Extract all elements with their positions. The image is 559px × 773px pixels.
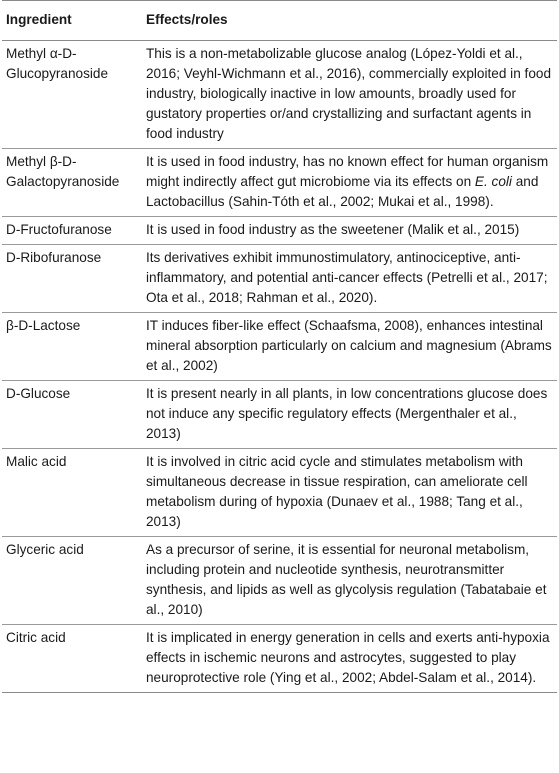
effect-cell: This is a non-metabolizable glucose analog (López-Yoldi et al., 2016; Veyhl-Wichmann et al., 2016), commercially exploited in food industry, biologically inactive in low amounts, broadly used for gustatory properties or/and crystallizing and surfactant agents in food industry: [146, 46, 551, 141]
ingredient-cell: D-Glucose: [6, 386, 71, 401]
effect-text: It is used in food industry, has no known effect for human organism might indirectly affect gut microbiome via its effects on: [146, 154, 549, 189]
effect-cell: Its derivatives exhibit immunostimulatory, antinociceptive, anti-inflammatory, and potential anti-cancer effects (Petrelli et al., 2017; Ota et al., 2018; Rahman et al., 2020).: [146, 250, 548, 305]
effect-cell: [142, 149, 557, 217]
ingredient-cell: Glyceric acid: [6, 542, 84, 557]
ingredient-cell: β-D-Lactose: [6, 318, 81, 333]
header-row: [2, 1, 557, 41]
ingredient-cell: Citric acid: [6, 630, 66, 645]
table-body: [2, 41, 557, 693]
table-row: [2, 217, 557, 245]
table-row: [2, 449, 557, 537]
table-row: [2, 625, 557, 693]
effect-text: and Lactobacillus (Sahin-Tóth et al., 2002; Mukai et al., 1998).: [146, 174, 539, 209]
ingredient-cell: Methyl β-D-Galactopyranoside: [6, 154, 120, 189]
table-row: [2, 313, 557, 381]
ingredient-cell: Methyl α-D-Glucopyranoside: [6, 46, 109, 81]
ingredient-cell: D-Fructofuranose: [6, 222, 112, 237]
effect-cell: As a precursor of serine, it is essential for neuronal metabolism, including protein and nucleotide synthesis, neurotransmitter synthesis, and lipids as well as glycolysis regulation (Tabatabaie et al., 2010): [146, 542, 547, 617]
table-row: [2, 381, 557, 449]
effect-cell: It is involved in citric acid cycle and stimulates metabolism with simultaneous decrease in tissue respiration, can ameliorate cell metabolism during of hypoxia (Dunaev et al., 1988; Tang et al., 2013): [146, 454, 528, 529]
effect-cell: It is present nearly in all plants, in low concentrations glucose does not induce any specific regulatory effects (Mergenthaler et al., 2013): [146, 386, 548, 441]
ingredient-cell: D-Ribofuranose: [6, 250, 102, 265]
effect-cell: IT induces fiber-like effect (Schaafsma, 2008), enhances intestinal mineral absorption particularly on calcium and magnesium (Abrams et al., 2002): [146, 318, 552, 373]
table-row: [2, 537, 557, 625]
table-header: [2, 1, 557, 41]
table-row: [2, 149, 557, 217]
effect-cell: It is implicated in energy generation in cells and exerts anti-hypoxia effects in ischemic neurons and astrocytes, suggested to play neuroprotective role (Ying et al., 2002; Abdel-Salam et al., 2014).: [146, 630, 550, 685]
column-header-effects: Effects/roles: [146, 12, 228, 27]
table-row: [2, 41, 557, 149]
effect-italic-species: E. coli: [474, 174, 512, 189]
ingredient-cell: Malic acid: [6, 454, 67, 469]
ingredients-table: [2, 0, 557, 693]
table-row: [2, 245, 557, 313]
effect-cell: It is used in food industry as the sweetener (Malik et al., 2015): [146, 222, 520, 237]
column-header-ingredient: Ingredient: [6, 12, 72, 27]
